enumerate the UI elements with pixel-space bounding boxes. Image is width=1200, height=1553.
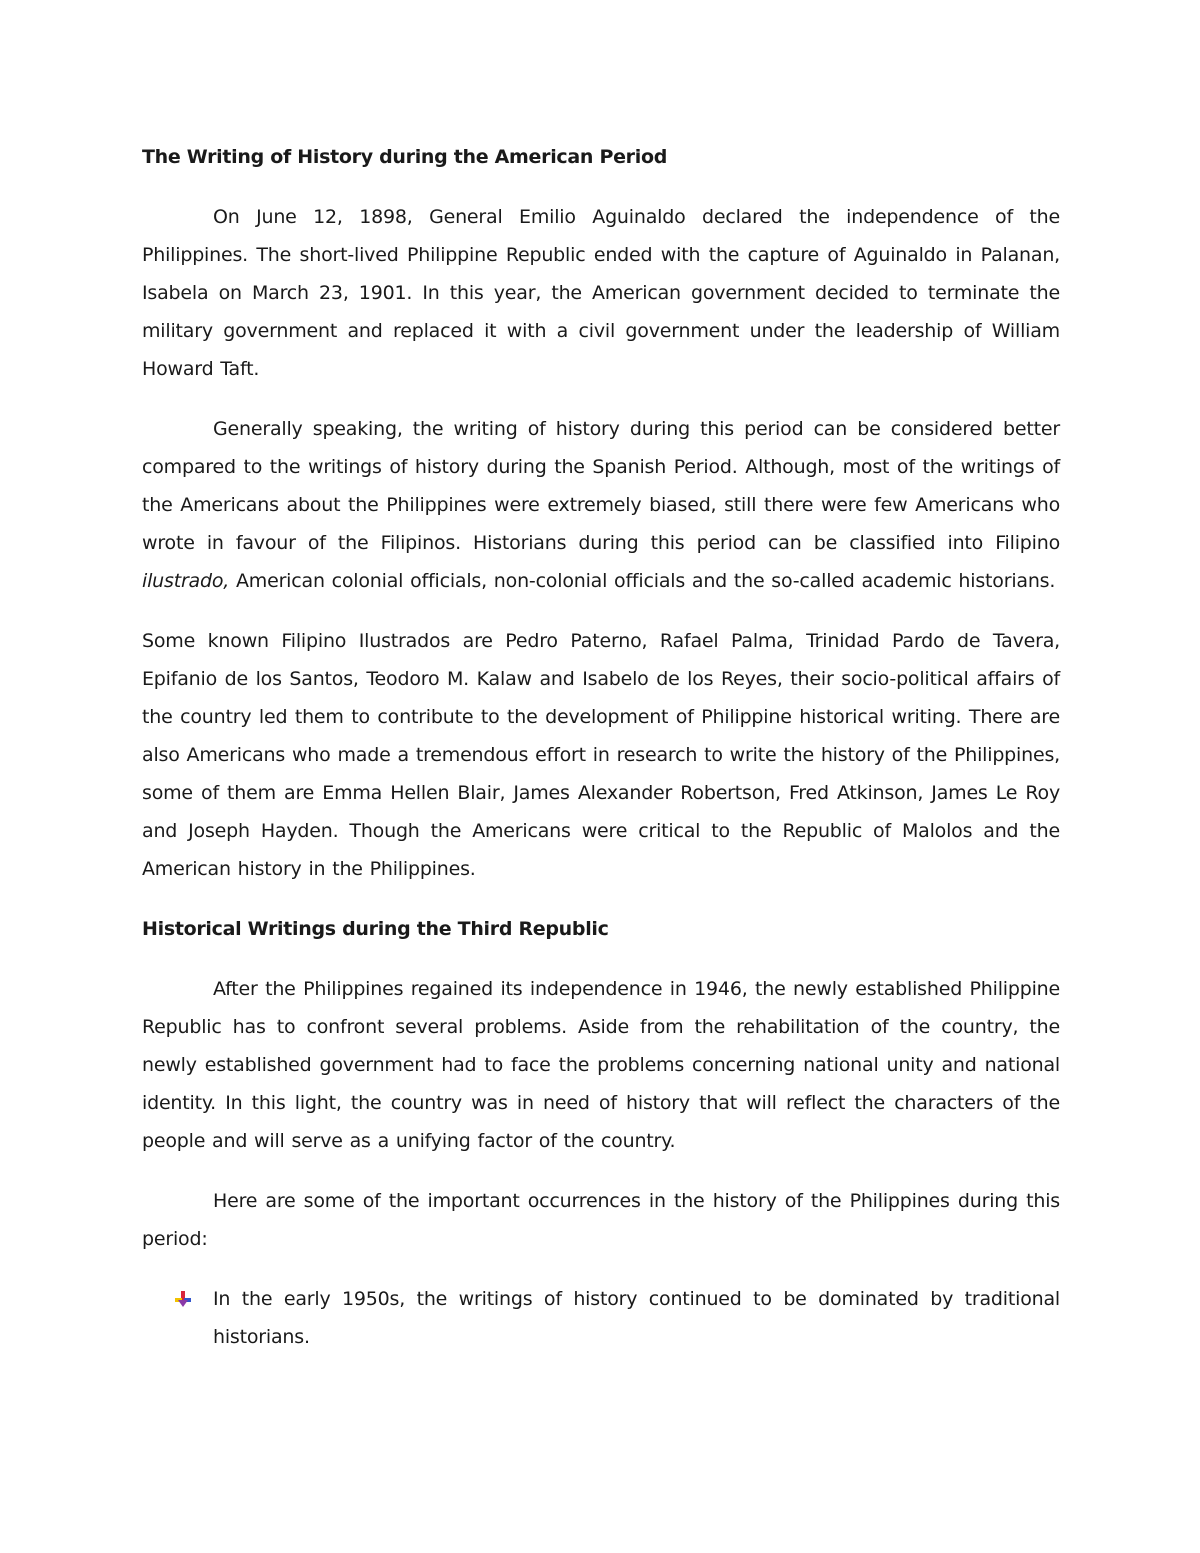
- paragraph-writing-quality: [142, 410, 1060, 600]
- paragraph-regained-independence: After the Philippines regained its independence in 1946, the newly established Philippine Republic has to confront several problems. Aside from the rehabilitation of the country, the newly established government had to face the problems concerning national unity and national identity. In this light, the country was in need of history that will reflect the characters of the people and will serve as a unifying factor of the country.: [142, 978, 1060, 1152]
- section-heading-american-period: The Writing of History during the American Period: [142, 146, 668, 168]
- list-item-text: In the early 1950s, the writings of history continued to be dominated by traditional historians.: [213, 1288, 1060, 1348]
- section-heading-third-republic: Historical Writings during the Third Republic: [142, 918, 609, 940]
- paragraph-occurrences-intro: Here are some of the important occurrences in the history of the Philippines during this period:: [142, 1190, 1060, 1250]
- paragraph-ilustrados: Some known Filipino Ilustrados are Pedro Paterno, Rafael Palma, Trinidad Pardo de Tavera, Epifanio de los Santos, Teodoro M. Kalaw and Isabelo de los Reyes, their socio-political affairs of the country led them to contribute to the development of Philippine historical writing. There are also Americans who made a tremendous effort in research to write the history of the Philippines, some of them are Emma Hellen Blair, James Alexander Robertson, Fred Atkinson, James Le Roy and Joseph Hayden. Though the Americans were critical to the Republic of Malolos and the American history in the Philippines.: [142, 630, 1060, 880]
- document-page: [142, 138, 1060, 1356]
- paragraph-writing-quality-text: Generally speaking, the writing of history during this period can be considered better compared to the writings of history during the Spanish Period. Although, most of the writings of the Americans about the Philippines were extremely biased, still there were few Americans who wrote in favour of the Filipinos. Historians during this period can be classified into Filipino: [142, 418, 1060, 554]
- list-item: [142, 1280, 1060, 1356]
- four-color-arrow-bullet-icon: [174, 1290, 192, 1308]
- ilustrado-term: ilustrado,: [142, 570, 230, 592]
- paragraph-writing-quality-text-end: American colonial officials, non-colonial officials and the so-called academic historians.: [229, 570, 1056, 592]
- paragraph-independence: On June 12, 1898, General Emilio Aguinaldo declared the independence of the Philippines. The short-lived Philippine Republic ended with the capture of Aguinaldo in Palanan, Isabela on March 23, 1901. In this year, the American government decided to terminate the military government and replaced it with a civil government under the leadership of William Howard Taft.: [142, 206, 1060, 380]
- occurrences-list: [142, 1280, 1060, 1356]
